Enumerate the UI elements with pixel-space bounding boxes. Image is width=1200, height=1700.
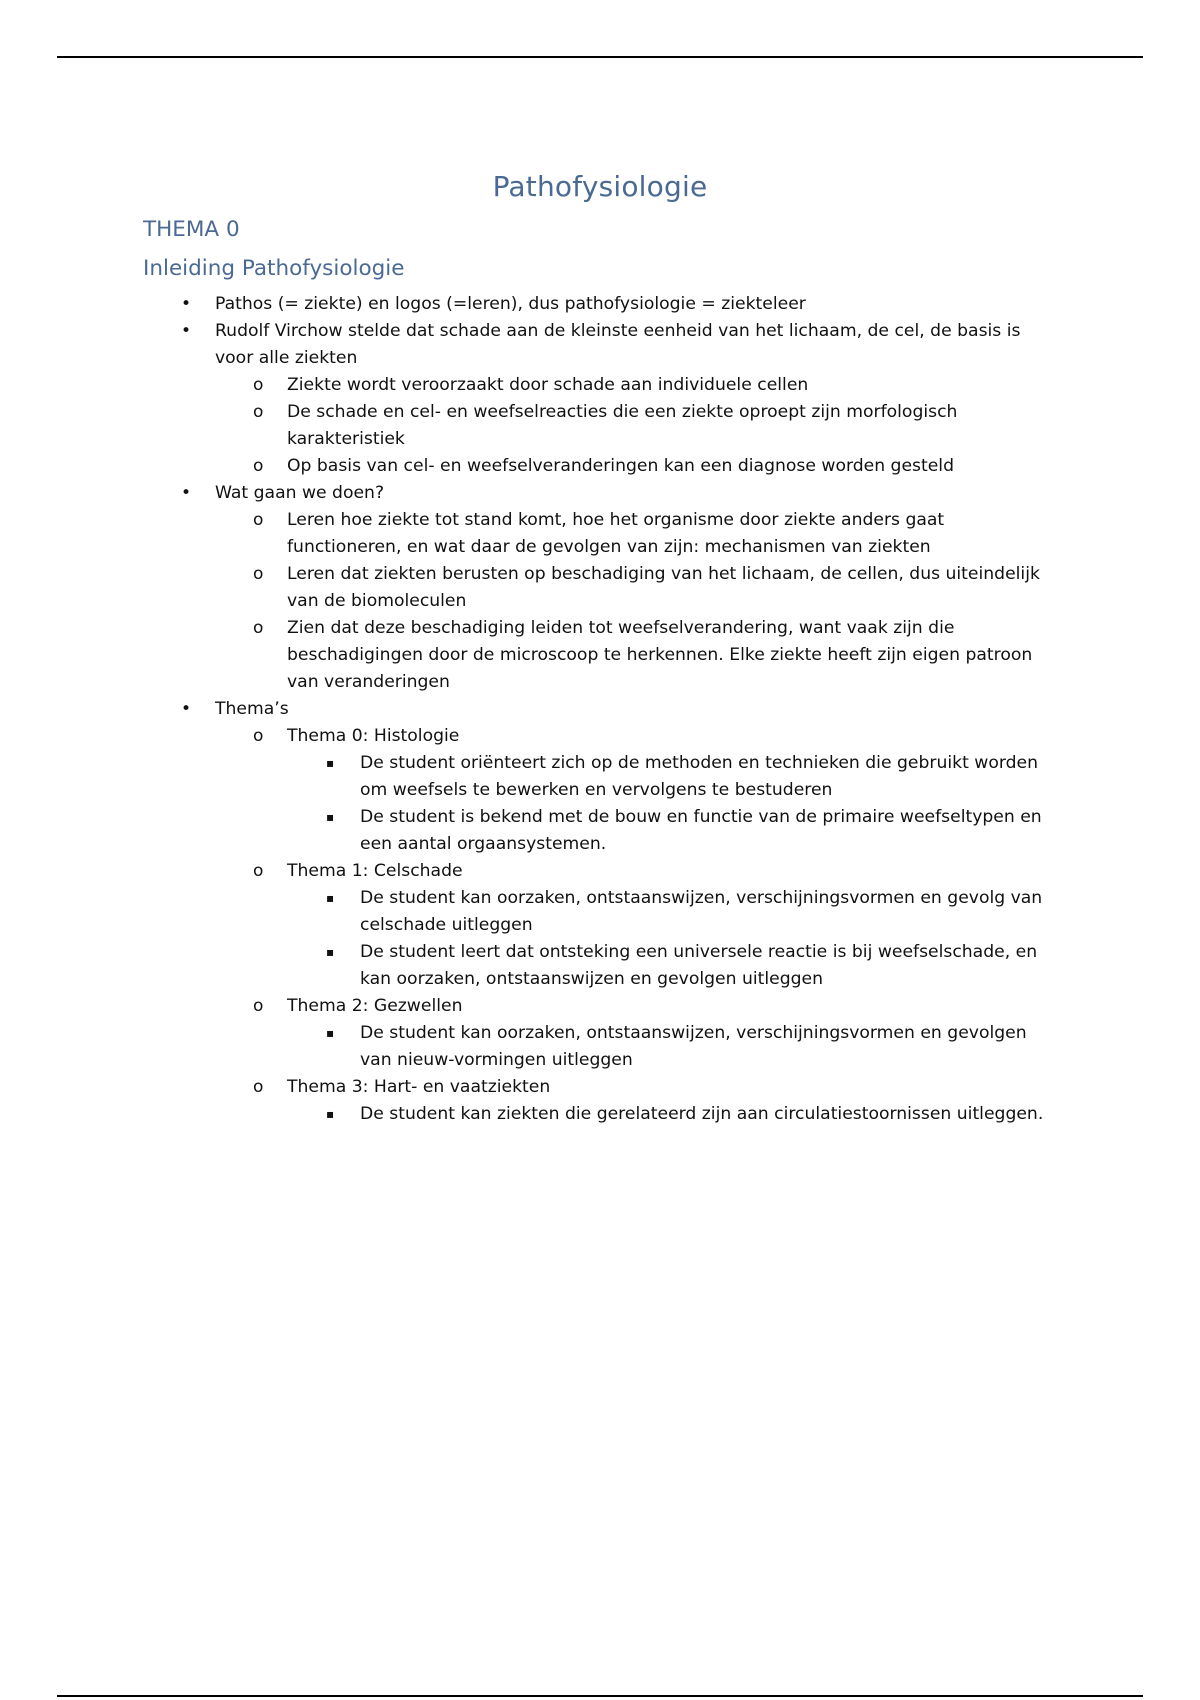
- list-item-level-1: [0, 696, 1055, 723]
- list-item-text: Thema 0: Histologie: [287, 726, 460, 746]
- bullet-icon: o: [253, 402, 264, 422]
- list-item-level-2: [0, 615, 1055, 696]
- list-item-level-3: [0, 804, 1055, 858]
- list-item-text: Thema 2: Gezwellen: [287, 996, 463, 1016]
- list-item-level-2: [0, 993, 1055, 1020]
- bullet-icon: •: [181, 483, 192, 503]
- bullet-icon: o: [253, 1077, 264, 1097]
- list-item-text: De student oriënteert zich op de methoden en technieken die gebruikt worden om weefsels te bewerken en vervolgens te bestuderen: [360, 753, 1038, 800]
- bullet-icon: o: [253, 456, 264, 476]
- list-item-text: Thema’s: [215, 699, 289, 719]
- footer-rule: [57, 1695, 1143, 1697]
- bullet-icon: o: [253, 564, 264, 584]
- list-item-level-2: [0, 858, 1055, 885]
- bullet-icon: o: [253, 861, 264, 881]
- list-item-text: De student is bekend met de bouw en functie van de primaire weefseltypen en een aantal orgaansystemen.: [360, 807, 1042, 854]
- bullet-icon: o: [253, 726, 264, 746]
- list-item-level-3: [0, 885, 1055, 939]
- bullet-icon: o: [253, 510, 264, 530]
- list-item-text: De student leert dat ontsteking een universele reactie is bij weefselschade, en kan oorzaken, ontstaanswijzen en gevolgen uitleggen: [360, 942, 1038, 989]
- list-item-level-2: [0, 561, 1055, 615]
- heading-thema: THEMA 0: [143, 217, 240, 242]
- list-item-level-3: [0, 1020, 1055, 1074]
- list-item-level-3: [0, 939, 1055, 993]
- bullet-icon: o: [253, 375, 264, 395]
- bullet-icon: ▪: [326, 1026, 335, 1040]
- list-item-level-2: [0, 372, 1055, 399]
- bullet-icon: ▪: [326, 756, 335, 770]
- bullet-icon: •: [181, 699, 192, 719]
- list-item-text: Zien dat deze beschadiging leiden tot weefselverandering, want vaak zijn die beschadigingen door de microscoop te herkennen. Elke ziekte heeft zijn eigen patroon van veranderingen: [287, 618, 1033, 692]
- list-item-level-1: [0, 480, 1055, 507]
- header-rule: [57, 56, 1143, 58]
- bullet-icon: o: [253, 618, 264, 638]
- list-item-text: Thema 3: Hart- en vaatziekten: [287, 1077, 551, 1097]
- bullet-icon: ▪: [326, 1107, 335, 1121]
- bullet-icon: •: [181, 321, 192, 341]
- bullet-icon: ▪: [326, 810, 335, 824]
- bullet-icon: ▪: [326, 891, 335, 905]
- bullet-icon: ▪: [326, 945, 335, 959]
- list-item-level-2: [0, 399, 1055, 453]
- list-item-text: Thema 1: Celschade: [287, 861, 463, 881]
- list-item-level-3: [0, 1101, 1055, 1128]
- bullet-icon: o: [253, 996, 264, 1016]
- list-item-text: Ziekte wordt veroorzaakt door schade aan individuele cellen: [287, 375, 809, 395]
- list-item-text: Leren hoe ziekte tot stand komt, hoe het organisme door ziekte anders gaat functioneren, en wat daar de gevolgen van zijn: mechanismen van ziekten: [287, 510, 945, 557]
- list-item-level-3: [0, 750, 1055, 804]
- list-item-level-1: [0, 291, 1055, 318]
- list-item-text: Leren dat ziekten berusten op beschadiging van het lichaam, de cellen, dus uiteindelijk van de biomoleculen: [287, 564, 1040, 611]
- list-item-text: Pathos (= ziekte) en logos (=leren), dus pathofysiologie = ziekteleer: [215, 294, 806, 314]
- list-item-text: De student kan oorzaken, ontstaanswijzen, verschijningsvormen en gevolg van celschade uitleggen: [360, 888, 1043, 935]
- list-item-level-2: [0, 723, 1055, 750]
- list-item-text: Op basis van cel- en weefselveranderingen kan een diagnose worden gesteld: [287, 456, 954, 476]
- list-item-level-2: [0, 1074, 1055, 1101]
- list-item-text: Wat gaan we doen?: [215, 483, 385, 503]
- document-title: Pathofysiologie: [492, 170, 708, 203]
- list-item-text: De schade en cel- en weefselreacties die een ziekte oproept zijn morfologisch karakteristiek: [287, 402, 958, 449]
- list-item-text: Rudolf Virchow stelde dat schade aan de kleinste eenheid van het lichaam, de cel, de basis is voor alle ziekten: [215, 321, 1021, 368]
- bullet-list: [0, 291, 1200, 1128]
- list-item-text: De student kan oorzaken, ontstaanswijzen, verschijningsvormen en gevolgen van nieuw-vormingen uitleggen: [360, 1023, 1027, 1070]
- heading-inleiding: Inleiding Pathofysiologie: [143, 256, 405, 281]
- bullet-icon: •: [181, 294, 192, 314]
- list-item-level-2: [0, 453, 1055, 480]
- list-item-text: De student kan ziekten die gerelateerd zijn aan circulatiestoornissen uitleggen.: [360, 1104, 1044, 1124]
- list-item-level-2: [0, 507, 1055, 561]
- list-item-level-1: [0, 318, 1055, 372]
